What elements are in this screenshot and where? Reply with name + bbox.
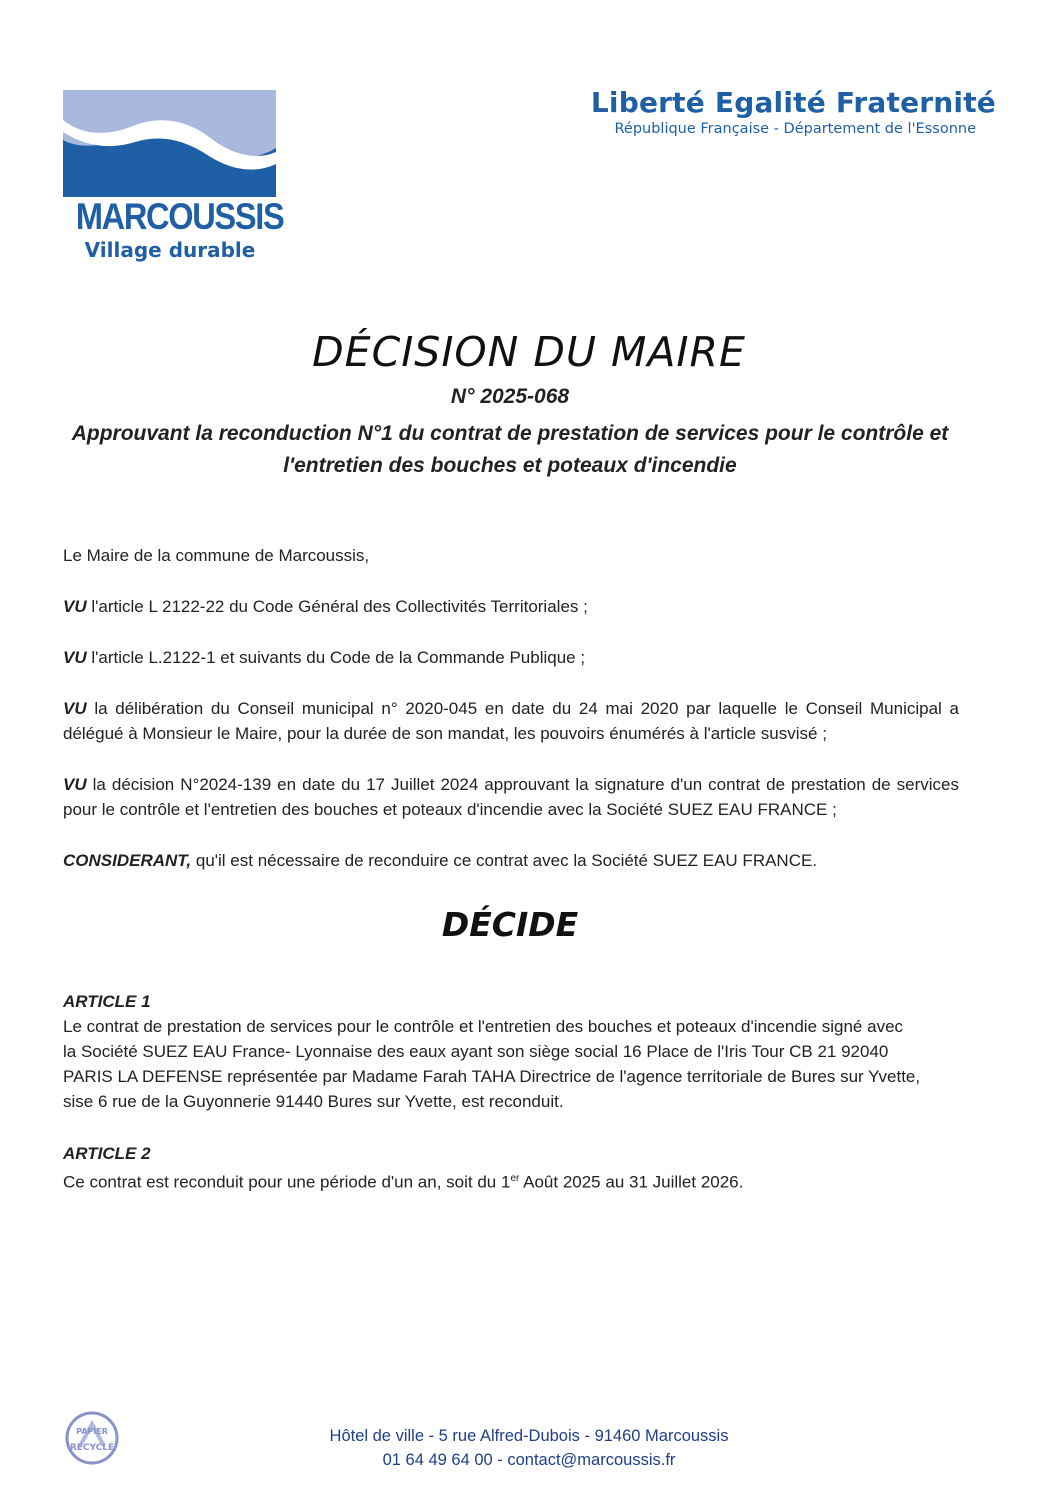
- article-text-before: Ce contrat est reconduit pour une période d'un an, soit du 1: [63, 1172, 511, 1192]
- svg-text:RECYCLÉ: RECYCLÉ: [69, 1443, 115, 1453]
- consideration-text: l'article L 2122-22 du Code Général des Collectivités Territoriales ;: [86, 597, 588, 616]
- consideration-2: [63, 645, 959, 670]
- consideration-text: la délibération du Conseil municipal n° 2020-045 en date du 24 mai 2020 par laquelle le Conseil Municipal a délégué à Monsieur le Maire, pour la durée de son mandat, les pouvoirs énumérés à l'article susvisé ;: [63, 699, 959, 743]
- decide-heading: DÉCIDE: [441, 905, 579, 944]
- consideration-3: [63, 696, 959, 746]
- footer-contact: 01 64 49 64 00 - contact@marcoussis.fr: [382, 1451, 676, 1469]
- article-line: Le contrat de prestation de services pour le contrôle et l'entretien des bouches et poteaux d'incendie signé avec: [63, 1017, 904, 1036]
- recycle-label: PAPIER: [76, 1427, 108, 1436]
- footer-address: Hôtel de ville - 5 rue Alfred-Dubois - 91460 Marcoussis: [329, 1427, 729, 1445]
- consideration-label: VU: [63, 699, 87, 718]
- logo-name: MARCOUSSIS: [75, 196, 284, 237]
- motto: Liberté Egalité Fraternité: [590, 86, 996, 119]
- consideration-5: [63, 848, 959, 873]
- motto-sub: République Française - Département de l'Essonne: [614, 121, 976, 137]
- article-line: PARIS LA DEFENSE représentée par Madame Farah TAHA Directrice de l'agence territoriale de Bures sur Yvette,: [63, 1067, 921, 1086]
- superscript: er: [510, 1173, 520, 1184]
- article-text-after: Août 2025 au 31 Juillet 2026.: [519, 1172, 744, 1192]
- consideration-text: la décision N°2024-139 en date du 17 Juillet 2024 approuvant la signature d'un contrat de prestation de services pour le contrôle et l'entretien des bouches et poteaux d'incendie avec la Société SUEZ EAU FRANCE ;: [63, 775, 959, 819]
- article-2: [63, 1141, 959, 1195]
- consideration-text: l'article L.2122-1 et suivants du Code de la Commande Publique ;: [86, 648, 586, 667]
- footer: [0, 1424, 1058, 1472]
- consideration-label: VU: [63, 597, 87, 616]
- intro: Le Maire de la commune de Marcoussis,: [63, 546, 370, 565]
- marcoussis-logo: [63, 90, 284, 265]
- article-1: [63, 989, 959, 1114]
- article-line: la Société SUEZ EAU France- Lyonnaise des eaux ayant son siège social 16 Place de l'Iris Tour CB 21 92040: [63, 1042, 889, 1061]
- article-line: sise 6 rue de la Guyonnerie 91440 Bures sur Yvette, est reconduit.: [63, 1092, 564, 1111]
- article-heading: ARTICLE 2: [63, 1144, 151, 1163]
- article-text: [63, 1166, 959, 1195]
- logo-tagline: Village durable: [84, 238, 256, 262]
- consideration-1: [63, 594, 959, 619]
- consideration-label: VU: [63, 775, 87, 794]
- motto-block: [476, 86, 996, 137]
- decision-subject: Approuvant la reconduction N°1 du contrat de prestation de services pour le contrôle et l'entretien des bouches et poteaux d'incendie: [71, 422, 949, 477]
- wave-logo-icon: [63, 90, 276, 197]
- document-title: DÉCISION DU MAIRE: [312, 328, 746, 376]
- consideration-label: VU: [63, 648, 87, 667]
- consideration-label: CONSIDERANT,: [63, 851, 192, 870]
- consideration-4: [63, 772, 959, 822]
- decision-number: N° 2025-068: [450, 385, 570, 408]
- article-heading: ARTICLE 1: [63, 992, 151, 1011]
- consideration-text: qu'il est nécessaire de reconduire ce contrat avec la Société SUEZ EAU FRANCE.: [191, 851, 818, 870]
